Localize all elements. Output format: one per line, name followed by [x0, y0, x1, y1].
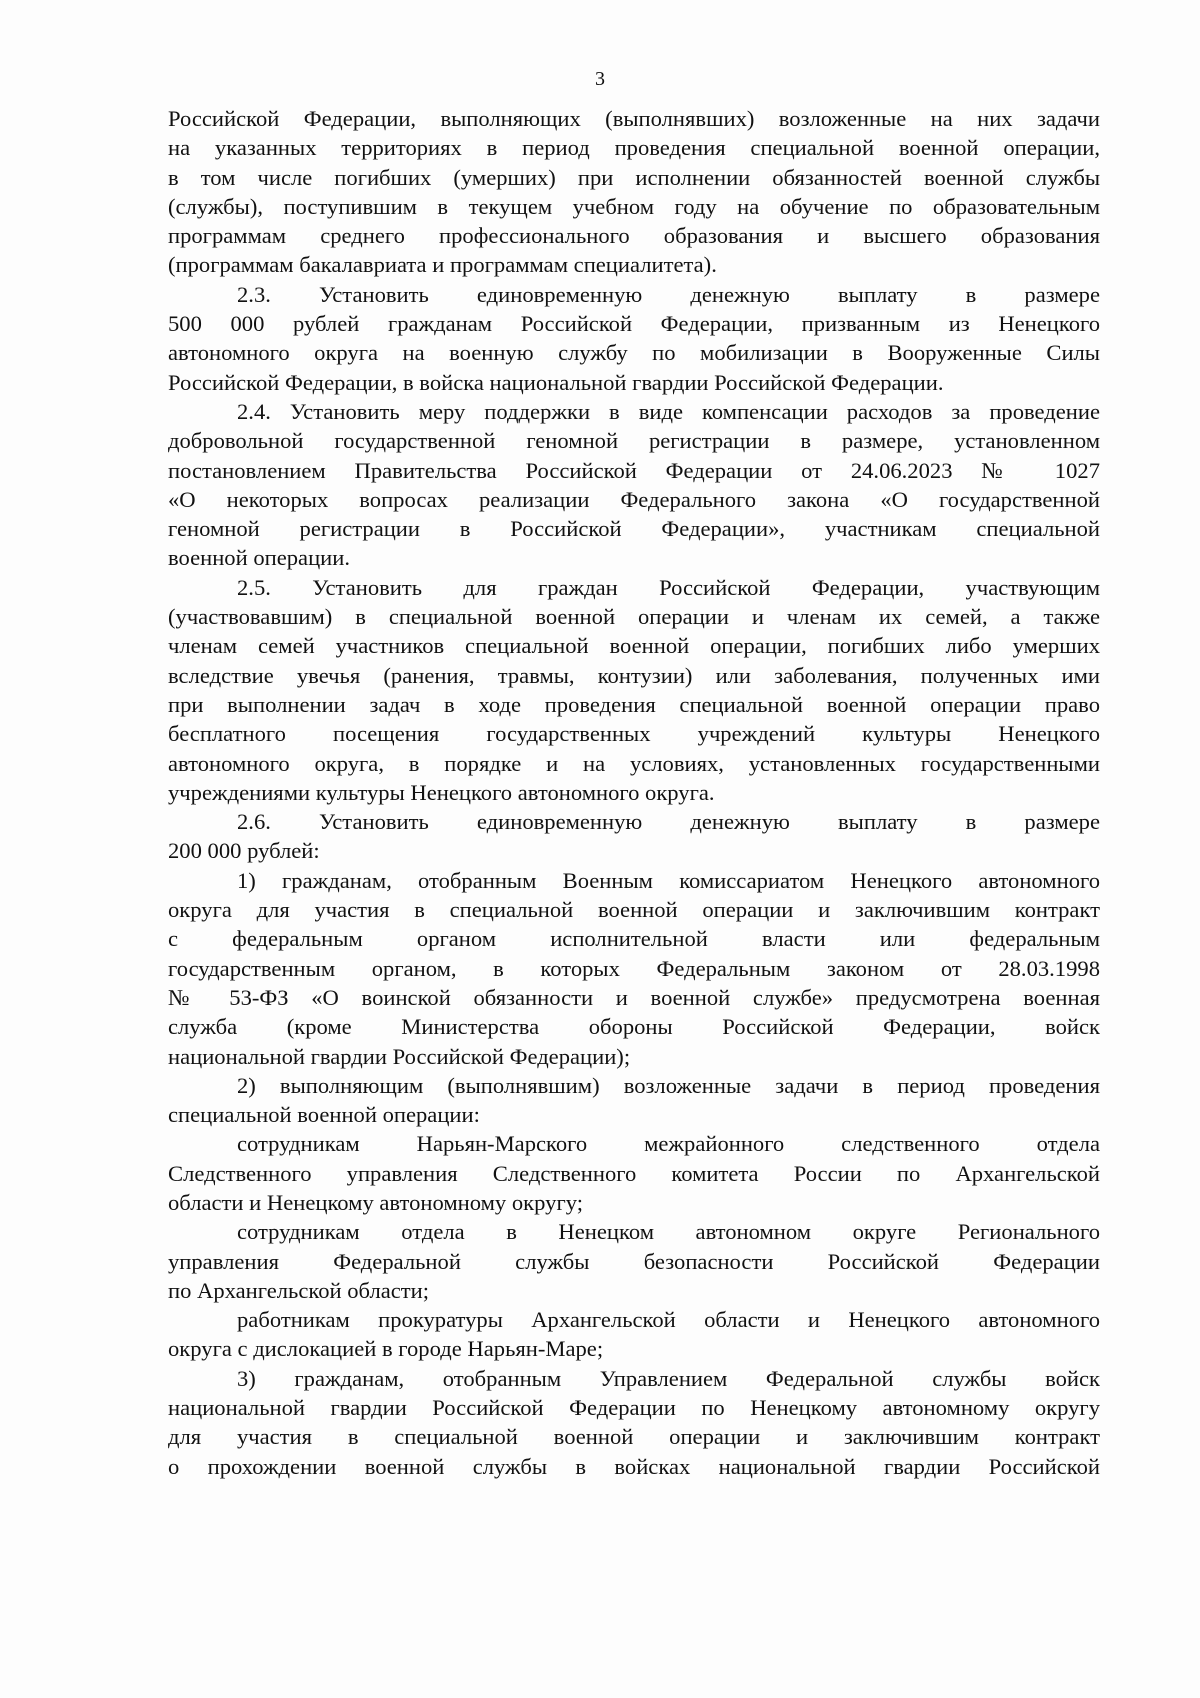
text-line: Следственного управления Следственного комитета России по Архангельской — [168, 1160, 1100, 1186]
text-line: сотрудникам отдела в Ненецком автономном округе Регионального — [237, 1219, 1100, 1245]
document-body — [168, 104, 1100, 1481]
text-line: 500 000 рублей гражданам Российской Федерации, призванным из Ненецкого — [168, 311, 1100, 337]
text-line: 2.5. Установить для граждан Российской Федерации, участвующим — [237, 574, 1100, 600]
text-line: добровольной государственной геномной регистрации в размере, установленном — [168, 428, 1100, 454]
text-line: 1) гражданам, отобранным Военным комиссариатом Ненецкого автономного — [237, 867, 1100, 893]
text-line: по Архангельской области; — [168, 1277, 430, 1303]
text-line: № 53-ФЗ «О воинской обязанности и военной службе» предусмотрена военная — [168, 984, 1100, 1010]
text-line: 2.3. Установить единовременную денежную выплату в размере — [237, 281, 1100, 307]
text-line: геномной регистрации в Российской Федерации», участникам специальной — [168, 516, 1100, 542]
text-line: специальной военной операции: — [168, 1102, 480, 1128]
text-line: постановлением Правительства Российской Федерации от 24.06.2023 № 1027 — [168, 457, 1100, 483]
text-line: (участвовавшим) в специальной военной операции и членам их семей, а также — [168, 604, 1100, 630]
text-line: о прохождении военной службы в войсках национальной гвардии Российской — [168, 1453, 1100, 1479]
text-line: 2.4. Установить меру поддержки в виде компенсации расходов за проведение — [237, 398, 1100, 424]
text-line: 2) выполняющим (выполнявшим) возложенные задачи в период проведения — [237, 1072, 1100, 1098]
text-line: учреждениями культуры Ненецкого автономного округа. — [168, 779, 715, 805]
text-line: автономного округа на военную службу по мобилизации в Вооруженные Силы — [168, 340, 1100, 366]
text-line: 2.6. Установить единовременную денежную выплату в размере — [237, 809, 1100, 835]
text-line: при выполнении задач в ходе проведения специальной военной операции право — [168, 691, 1100, 717]
page-number: 3 — [595, 68, 605, 90]
text-line: с федеральным органом исполнительной власти или федеральным — [168, 926, 1100, 952]
text-line: работникам прокуратуры Архангельской области и Ненецкого автономного — [237, 1307, 1100, 1333]
text-line: «О некоторых вопросах реализации Федерального закона «О государственной — [168, 486, 1100, 512]
text-line: Российской Федерации, в войска национальной гвардии Российской Федерации. — [168, 369, 944, 395]
text-line: членам семей участников специальной военной операции, погибших либо умерших — [168, 633, 1100, 659]
text-line: бесплатного посещения государственных учреждений культуры Ненецкого — [168, 721, 1100, 747]
text-line: (службы), поступившим в текущем учебном году на обучение по образовательным — [168, 193, 1100, 219]
text-line: военной операции. — [168, 545, 350, 571]
text-line: вследствие увечья (ранения, травмы, контузии) или заболевания, полученных ими — [168, 662, 1100, 688]
text-line: сотрудникам Нарьян-Марского межрайонного следственного отдела — [237, 1131, 1100, 1157]
text-line: национальной гвардии Российской Федерации по Ненецкому автономному округу — [168, 1395, 1100, 1421]
text-line: служба (кроме Министерства обороны Российской Федерации, войск — [168, 1014, 1100, 1040]
text-line: Российской Федерации, выполняющих (выполнявших) возложенные на них задачи — [168, 106, 1100, 131]
text-line: округа для участия в специальной военной операции и заключившим контракт — [168, 897, 1100, 923]
text-line: округа с дислокацией в городе Нарьян-Маре; — [168, 1336, 604, 1362]
text-line: программам среднего профессионального образования и высшего образования — [168, 223, 1100, 249]
text-line: в том числе погибших (умерших) при исполнении обязанностей военной службы — [168, 164, 1100, 190]
text-line: 3) гражданам, отобранным Управлением Федеральной службы войск — [237, 1365, 1100, 1391]
text-line: (программам бакалавриата и программам специалитета). — [168, 252, 717, 278]
text-line: для участия в специальной военной операции и заключившим контракт — [168, 1424, 1100, 1450]
text-line: управления Федеральной службы безопасности Российской Федерации — [168, 1248, 1100, 1274]
text-line: национальной гвардии Российской Федерации); — [168, 1043, 631, 1069]
text-line: автономного округа, в порядке и на условиях, установленных государственными — [168, 750, 1100, 776]
text-line: области и Ненецкому автономному округу; — [168, 1189, 583, 1215]
text-line: 200 000 рублей: — [168, 838, 320, 864]
text-line: на указанных территориях в период проведения специальной военной операции, — [168, 135, 1100, 161]
text-line: государственным органом, в которых Федеральным законом от 28.03.1998 — [168, 955, 1100, 981]
